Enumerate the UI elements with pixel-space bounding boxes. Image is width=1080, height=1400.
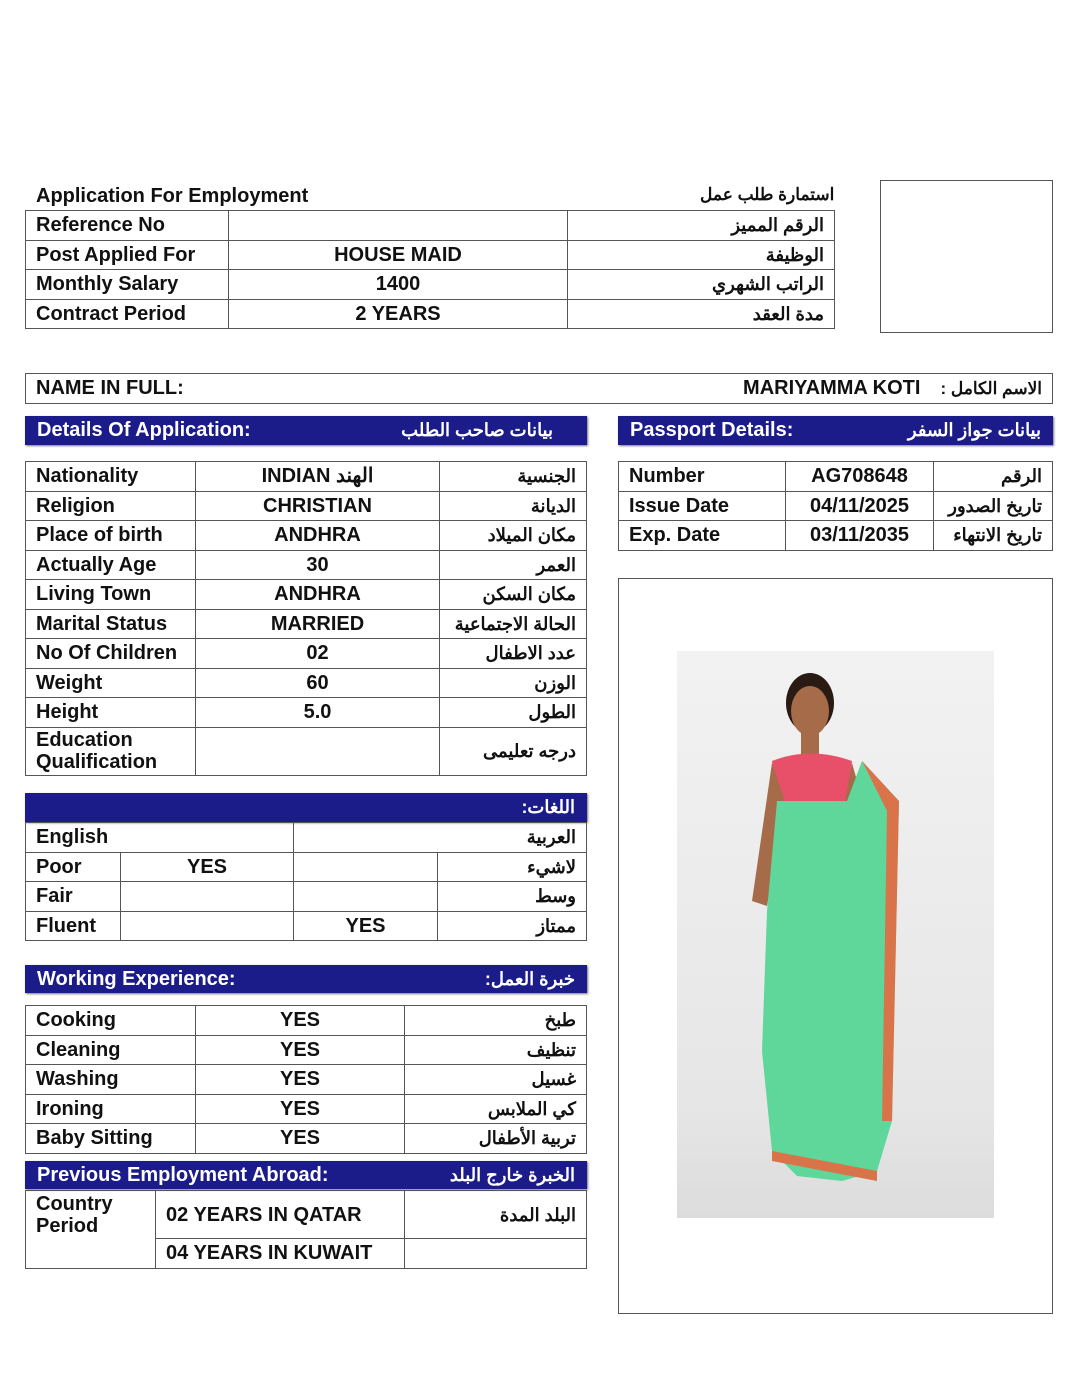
value: 1400: [229, 270, 568, 300]
label: Weight: [26, 668, 196, 698]
value: 2 YEARS: [229, 299, 568, 329]
english-level: [121, 882, 294, 912]
passport-title-ar: بيانات جواز السفر: [907, 420, 1041, 440]
value: [229, 211, 568, 241]
value: YES: [196, 1065, 405, 1095]
table-row: [26, 698, 587, 728]
table-row: [26, 1191, 587, 1239]
label-ar: الوزن: [440, 668, 587, 698]
table-row: [26, 580, 587, 610]
label-ar: الرقم المميز: [568, 211, 835, 241]
label-ar: مكان الميلاد: [440, 521, 587, 551]
label: Number: [619, 462, 786, 492]
label-ar: الوظيفة: [568, 240, 835, 270]
value: AG708648: [786, 462, 934, 492]
details-header: [25, 416, 587, 445]
photo-frame: [618, 578, 1053, 1314]
applicant-photo: [677, 651, 994, 1218]
level-label-ar: ممتاز: [438, 911, 587, 941]
label: Place of birth: [26, 521, 196, 551]
form-title: Application For Employment: [36, 185, 309, 207]
table-row: [26, 491, 587, 521]
level-label: Fluent: [26, 911, 121, 941]
english-level: YES: [121, 852, 294, 882]
top-table: [25, 210, 835, 329]
table-row: [26, 1124, 587, 1154]
value: 5.0: [196, 698, 440, 728]
level-label-ar: وسط: [438, 882, 587, 912]
label: Cleaning: [26, 1035, 196, 1065]
table-row: [26, 668, 587, 698]
details-table: [25, 461, 587, 776]
table-row: [26, 1065, 587, 1095]
abroad-title-ar: الخبرة خارج البلد: [449, 1164, 575, 1185]
label: Actually Age: [26, 550, 196, 580]
applicant-figure-icon: [677, 651, 994, 1218]
table-row: [26, 823, 587, 853]
label: Washing: [26, 1065, 196, 1095]
value: INDIAN الهند: [196, 462, 440, 492]
arabic-header: العربية: [294, 823, 587, 853]
label: Reference No: [26, 211, 229, 241]
arabic-level: [294, 882, 438, 912]
label: Religion: [26, 491, 196, 521]
table-row: [619, 462, 1053, 492]
label-ar: غسيل: [405, 1065, 587, 1095]
name-label-ar: الاسم الكامل :: [940, 378, 1042, 398]
table-row: [26, 240, 835, 270]
name-row: [25, 373, 1053, 404]
arabic-level: [294, 852, 438, 882]
label-ar: الديانة: [440, 491, 587, 521]
period-label: Period: [36, 1214, 99, 1237]
languages-header: [25, 793, 587, 822]
label: Ironing: [26, 1094, 196, 1124]
label-ar: طبخ: [405, 1006, 587, 1036]
label: Baby Sitting: [26, 1124, 196, 1154]
label-ar: درجه تعليمى: [440, 727, 587, 775]
empty-cell: [26, 1239, 156, 1269]
label-ar: البلد المدة: [405, 1191, 587, 1239]
abroad-title: Previous Employment Abroad:: [37, 1163, 329, 1186]
label: Height: [26, 698, 196, 728]
passport-table: [618, 461, 1053, 551]
table-row: [26, 911, 587, 941]
value: HOUSE MAID: [229, 240, 568, 270]
table-row: [26, 1239, 587, 1269]
languages-table: [25, 822, 587, 941]
label-ar: الراتب الشهري: [568, 270, 835, 300]
value: MARRIED: [196, 609, 440, 639]
value: YES: [196, 1006, 405, 1036]
table-row: [26, 609, 587, 639]
languages-title-ar: اللغات:: [521, 797, 575, 817]
label: Living Town: [26, 580, 196, 610]
value: CHRISTIAN: [196, 491, 440, 521]
label: Post Applied For: [26, 240, 229, 270]
level-label-ar: لاشيء: [438, 852, 587, 882]
label-ar: كي الملابس: [405, 1094, 587, 1124]
education-label: [26, 727, 196, 775]
table-row: [26, 727, 587, 775]
value: 30: [196, 550, 440, 580]
value: YES: [196, 1094, 405, 1124]
country-label: Country: [36, 1192, 113, 1215]
table-row: [26, 1035, 587, 1065]
empty-cell: [405, 1239, 587, 1269]
table-row: [26, 550, 587, 580]
table-row: [26, 852, 587, 882]
country-period-label: [26, 1191, 156, 1239]
label-ar: الرقم: [934, 462, 1053, 492]
value: YES: [196, 1035, 405, 1065]
label: Cooking: [26, 1006, 196, 1036]
passport-title: Passport Details:: [630, 419, 794, 441]
label-ar: مدة العقد: [568, 299, 835, 329]
label: Monthly Salary: [26, 270, 229, 300]
label-ar: تاريخ الصدور: [934, 491, 1053, 521]
table-row: [26, 270, 835, 300]
label: Exp. Date: [619, 521, 786, 551]
photo-placeholder-box: [880, 180, 1053, 333]
value: 60: [196, 668, 440, 698]
experience-title-ar: خبرة العمل:: [484, 968, 575, 989]
name-label: NAME IN FULL:: [36, 377, 184, 399]
label-ar: عدد الاطفال: [440, 639, 587, 669]
experience-table: [25, 1005, 587, 1154]
value: 04/11/2025: [786, 491, 934, 521]
table-row: [26, 1094, 587, 1124]
label-ar: الطول: [440, 698, 587, 728]
label: Marital Status: [26, 609, 196, 639]
abroad-entry: 04 YEARS IN KUWAIT: [156, 1239, 405, 1269]
table-row: [26, 639, 587, 669]
abroad-header: [25, 1161, 587, 1189]
arabic-level: YES: [294, 911, 438, 941]
value: 03/11/2035: [786, 521, 934, 551]
abroad-entry: 02 YEARS IN QATAR: [156, 1191, 405, 1239]
label-ar: العمر: [440, 550, 587, 580]
abroad-table: [25, 1190, 587, 1269]
experience-header: [25, 965, 587, 993]
label-ar: الحالة الاجتماعية: [440, 609, 587, 639]
table-row: [26, 462, 587, 492]
label: Nationality: [26, 462, 196, 492]
label: Contract Period: [26, 299, 229, 329]
value: ANDHRA: [196, 521, 440, 551]
english-header: English: [26, 823, 294, 853]
label: No Of Children: [26, 639, 196, 669]
level-label: Poor: [26, 852, 121, 882]
details-title: Details Of Application:: [37, 419, 251, 441]
label-ar: تاريخ الانتهاء: [934, 521, 1053, 551]
label-ar: الجنسية: [440, 462, 587, 492]
table-row: [619, 521, 1053, 551]
value: ANDHRA: [196, 580, 440, 610]
label-ar: تنظيف: [405, 1035, 587, 1065]
table-row: [26, 299, 835, 329]
education-label-2: Qualification: [36, 751, 158, 773]
table-row: [619, 491, 1053, 521]
form-title-ar: استمارة طلب عمل: [700, 185, 835, 204]
table-row: [26, 211, 835, 241]
value: YES: [196, 1124, 405, 1154]
experience-title: Working Experience:: [37, 967, 236, 990]
label: Issue Date: [619, 491, 786, 521]
level-label: Fair: [26, 882, 121, 912]
value: 02: [196, 639, 440, 669]
table-row: [26, 521, 587, 551]
value: [196, 727, 440, 775]
label-ar: تربية الأطفال: [405, 1124, 587, 1154]
details-title-ar: بيانات صاحب الطلب: [401, 420, 553, 440]
english-level: [121, 911, 294, 941]
table-row: [26, 882, 587, 912]
table-row: [26, 1006, 587, 1036]
education-label-1: Education: [36, 729, 133, 751]
name-value: MARIYAMMA KOTI: [743, 377, 921, 399]
passport-header: [618, 416, 1053, 445]
label-ar: مكان السكن: [440, 580, 587, 610]
